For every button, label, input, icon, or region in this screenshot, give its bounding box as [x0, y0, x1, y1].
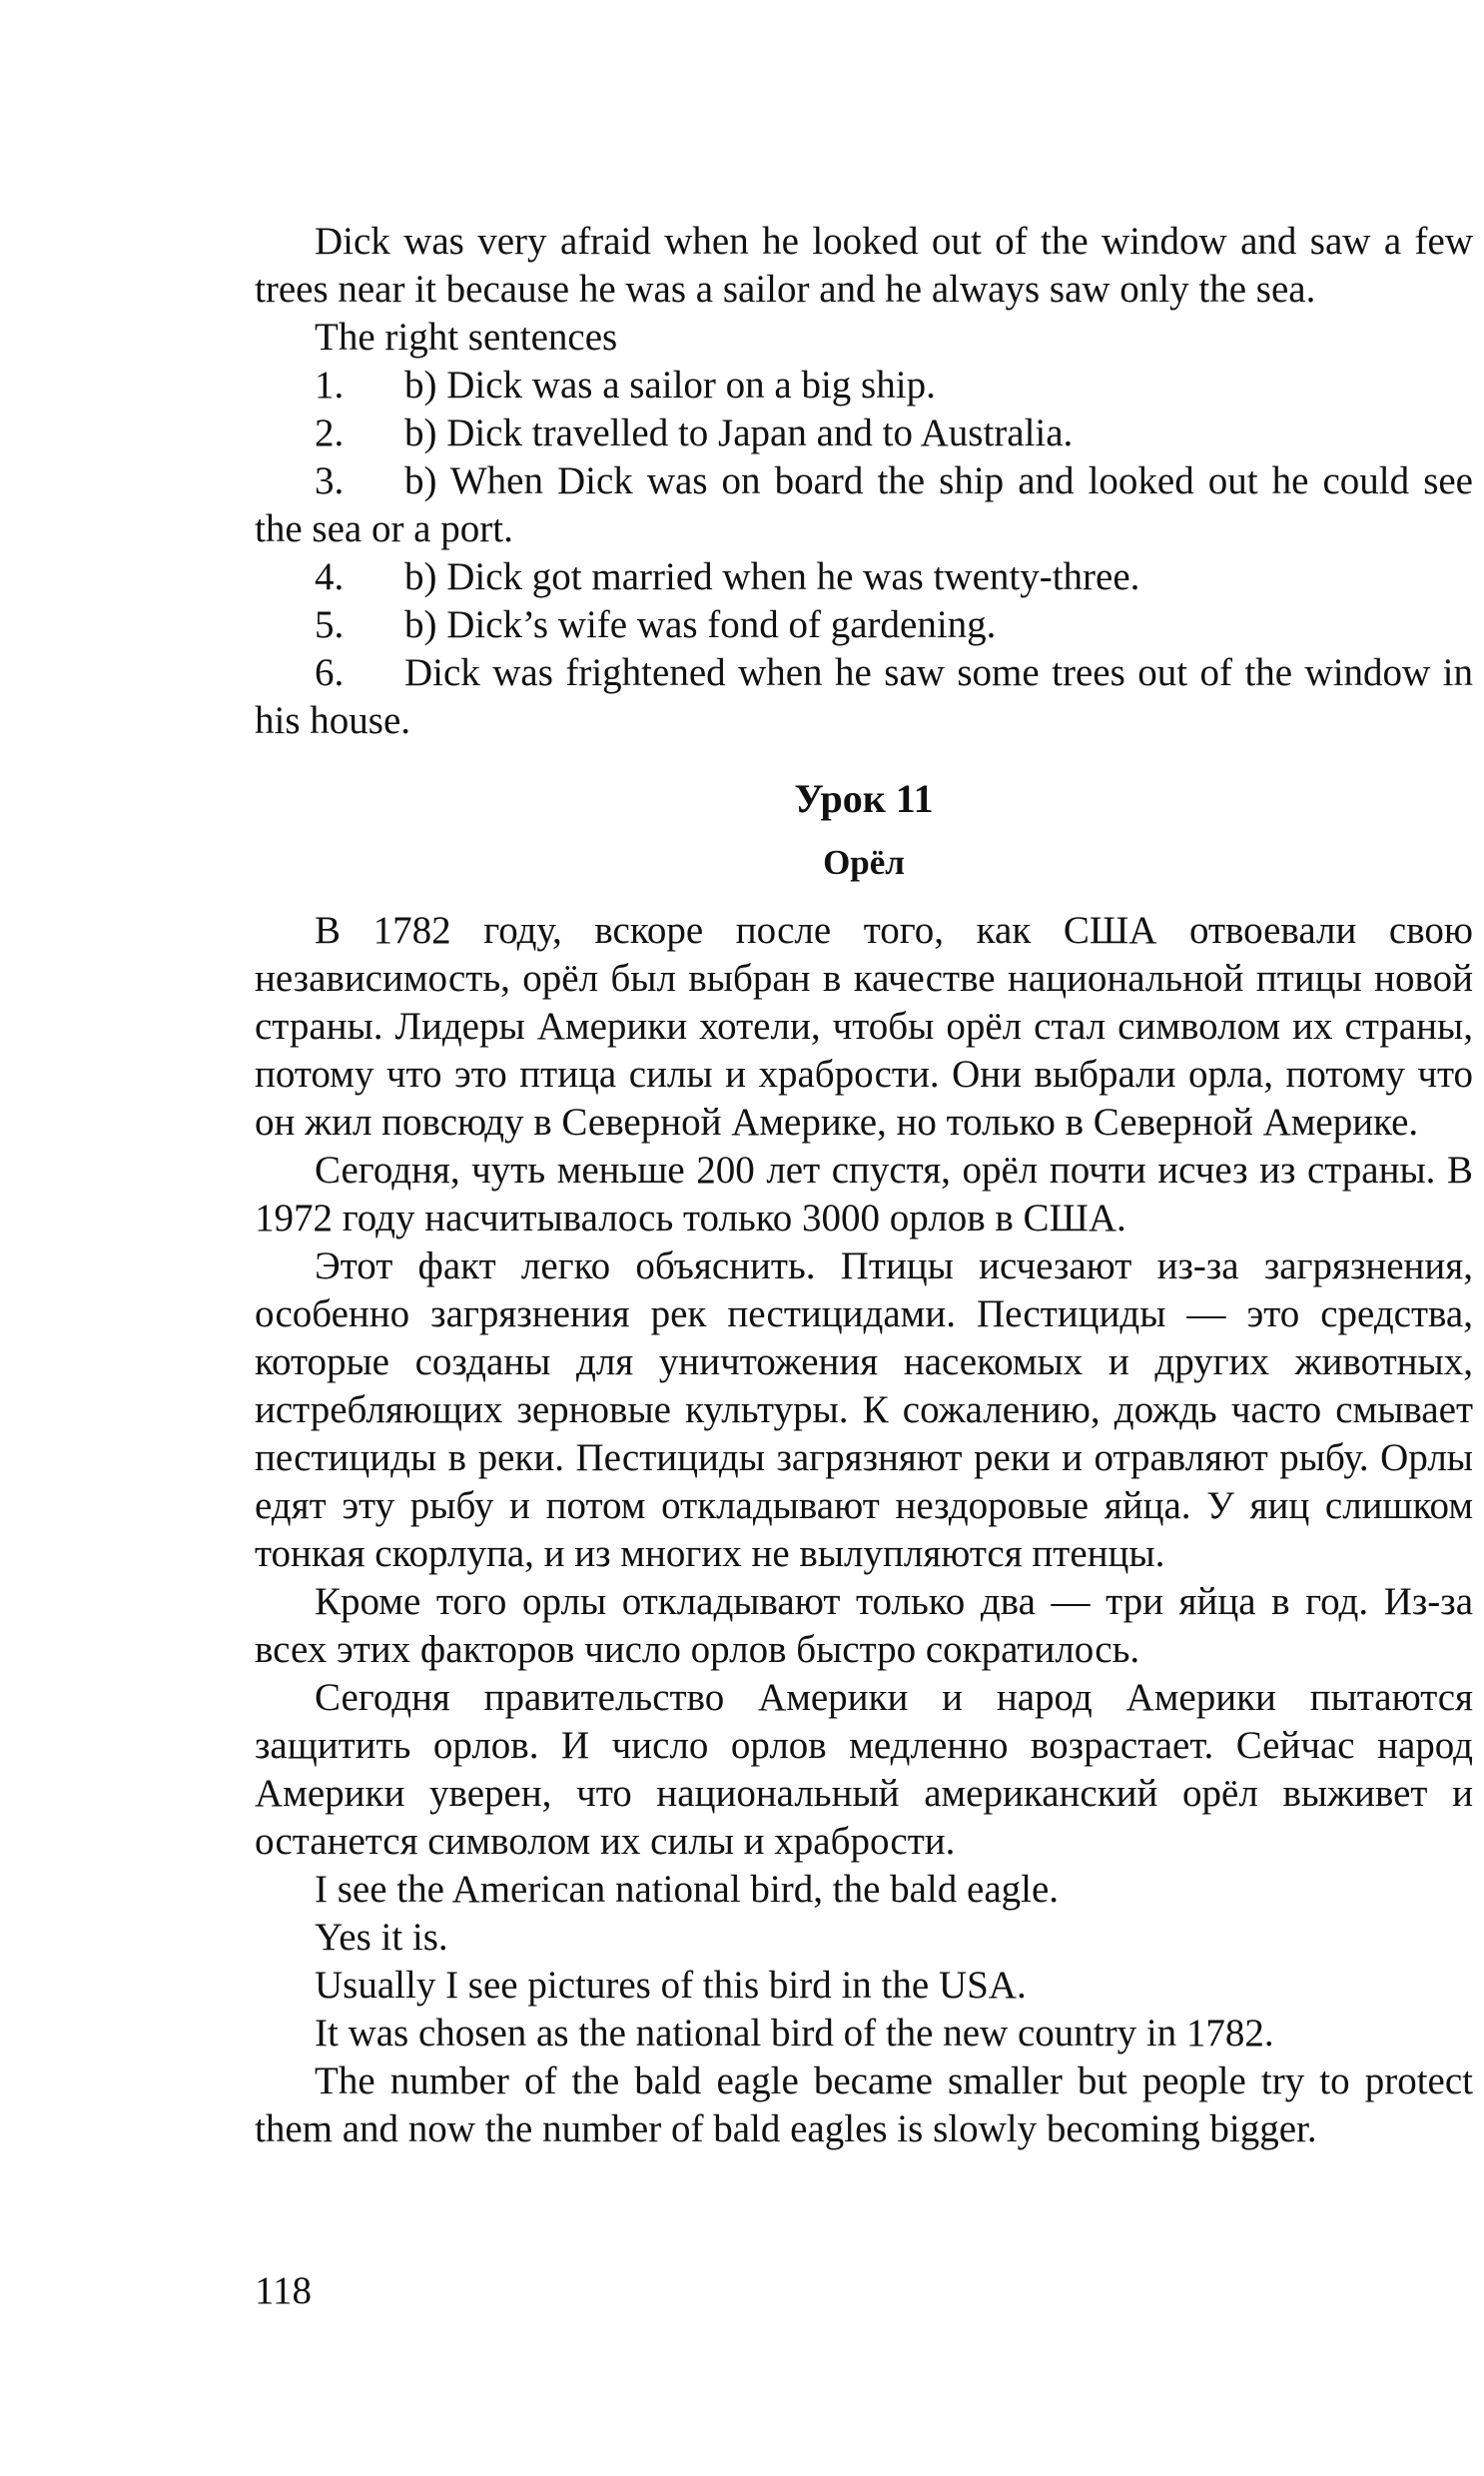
answer-line: The number of the bald eagle became smaller but people try to protect them and now the number of bald eagles is slowly becoming bigger.	[255, 2060, 1473, 2150]
list-item	[255, 553, 1473, 601]
answer-line: Usually I see pictures of this bird in the USA.	[315, 1964, 1027, 2007]
list-item-text: b) Dick got married when he was twenty-three.	[404, 555, 1140, 598]
list-item-text: b) When Dick was on board the ship and looked out he could see the sea or a port.	[255, 459, 1473, 550]
answer-line: I see the American national bird, the bald eagle.	[315, 1868, 1060, 1911]
right-sentences-label: The right sentences	[315, 316, 618, 359]
list-item-number: 3.	[315, 459, 345, 502]
answer-line: It was chosen as the national bird of the new country in 1782.	[315, 2012, 1274, 2055]
list-item-text: Dick was frightened when he saw some trees out of the window in his house.	[255, 651, 1473, 742]
list-item-text: b) Dick was a sailor on a big ship.	[404, 364, 936, 407]
answer-line: Yes it is.	[315, 1916, 448, 1959]
list-item-text: b) Dick travelled to Japan and to Australia.	[404, 412, 1074, 454]
list-item	[255, 457, 1473, 553]
story-paragraph: Кроме того орлы откладывают только два — три яйца в год. Из-за всех этих факторов число орлов быстро сократилось.	[255, 1580, 1473, 1671]
list-item-number: 4.	[315, 555, 345, 598]
story-paragraph: Этот факт легко объяснить. Птицы исчезают из-за загрязнения, особенно загрязнения рек пестицидами. Пестициды — это средства, которые созданы для уничтожения насекомых и других животных, истребляющих зерновые культуры. К сожалению, дождь часто смывает пестициды в реки. Пестициды загрязняют реки и отравляют рыбу. Орлы едят эту рыбу и потом откладывают нездоровые яйца. У яиц слишком тонкая скорлупа, и из многих не вылупляются птенцы.	[255, 1244, 1473, 1575]
list-item	[255, 362, 1473, 410]
list-item	[255, 410, 1473, 457]
list-item-number: 1.	[315, 364, 345, 407]
page-content	[255, 218, 1473, 2153]
list-item	[255, 649, 1473, 745]
story-text	[255, 907, 1473, 1866]
list-item-number: 2.	[315, 412, 345, 454]
page-number: 118	[255, 2269, 313, 2312]
story-paragraph: Сегодня правительство Америки и народ Америки пытаются защитить орлов. И число орлов медленно возрастает. Сейчас народ Америки уверен, что национальный американский орёл выживет и останется символом их силы и храбрости.	[255, 1676, 1473, 1863]
sentence-list	[255, 362, 1473, 745]
story-title: Орёл	[823, 843, 905, 882]
list-item-number: 6.	[315, 651, 345, 694]
intro-paragraph: Dick was very afraid when he looked out of the window and saw a few trees near it because he was a sailor and he always saw only the sea.	[255, 220, 1473, 311]
list-item-number: 5.	[315, 603, 345, 646]
list-item-text: b) Dick’s wife was fond of gardening.	[404, 603, 997, 646]
lesson-title: Урок 11	[794, 776, 934, 821]
list-item	[255, 601, 1473, 649]
answers	[255, 1866, 1473, 2153]
story-paragraph: В 1782 году, вскоре после того, как США отвоевали свою независимость, орёл был выбран в качестве национальной птицы новой страны. Лидеры Америки хотели, чтобы орёл стал символом их страны, потому что это птица силы и храбрости. Они выбрали орла, потому что он жил повсюду в Северной Америке, но только в Северной Америке.	[255, 909, 1473, 1144]
story-paragraph: Сегодня, чуть меньше 200 лет спустя, орёл почти исчез из страны. В 1972 году насчитывалось только 3000 орлов в США.	[255, 1149, 1473, 1239]
